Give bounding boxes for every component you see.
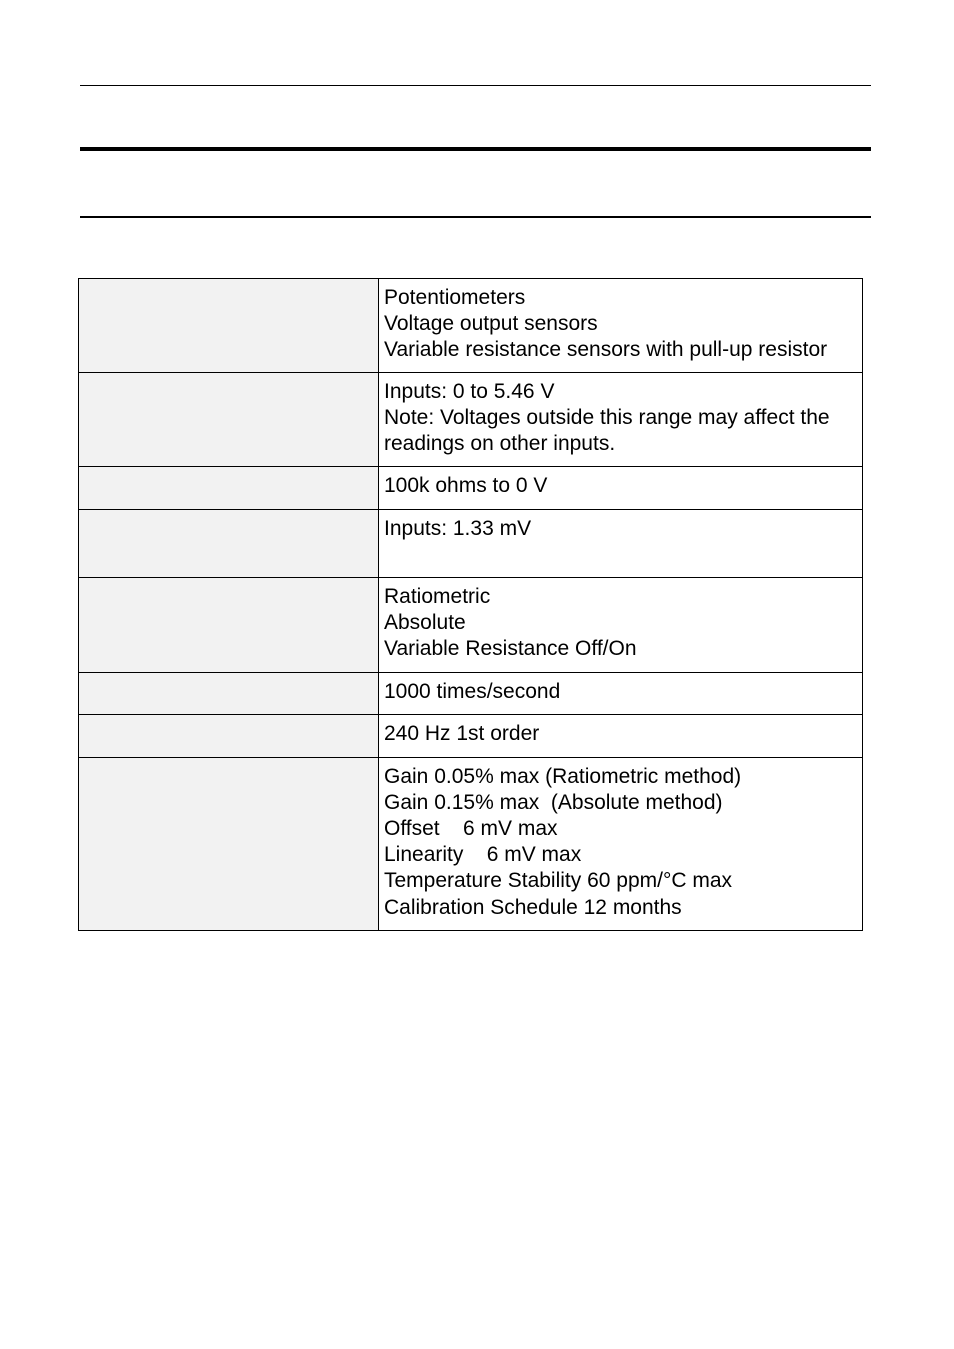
table-row xyxy=(79,577,863,672)
spec-label xyxy=(79,672,379,714)
spec-value xyxy=(379,714,863,757)
spec-value xyxy=(379,757,863,930)
spec-label xyxy=(79,577,379,672)
section-rule xyxy=(80,216,871,218)
spec-line: 100k ohms to 0 V xyxy=(384,473,548,497)
spec-line: Variable resistance sensors with pull-up resistor xyxy=(384,338,828,362)
spec-line: Calibration Schedule 12 months xyxy=(384,895,682,919)
table-row xyxy=(79,509,863,577)
table-row xyxy=(79,279,863,373)
spec-label xyxy=(79,714,379,757)
table-row xyxy=(79,757,863,930)
table-row xyxy=(79,714,863,757)
spec-value xyxy=(379,672,863,714)
spec-line: Gain 0.05% max (Ratiometric method) xyxy=(384,764,742,788)
spec-value xyxy=(379,279,863,373)
spec-line: Voltage output sensors xyxy=(384,312,598,336)
spec-label xyxy=(79,757,379,930)
spec-line: Ratiometric xyxy=(384,584,491,608)
table-row xyxy=(79,672,863,714)
spec-value xyxy=(379,577,863,672)
header-rule xyxy=(80,85,871,86)
spec-label xyxy=(79,466,379,509)
spec-label xyxy=(79,372,379,466)
spec-label xyxy=(79,279,379,373)
section-heavy-rule xyxy=(80,147,871,151)
spec-line: Note: Voltages outside this range may affect the readings on other inputs. xyxy=(384,405,836,456)
spec-line: Inputs: 0 to 5.46 V xyxy=(384,379,555,403)
spec-value xyxy=(379,372,863,466)
spec-line: 240 Hz 1st order xyxy=(384,721,540,745)
spec-line: Linearity 6 mV max xyxy=(384,843,582,867)
spec-value xyxy=(379,466,863,509)
table-row xyxy=(79,372,863,466)
table-row xyxy=(79,466,863,509)
spec-label xyxy=(79,509,379,577)
spec-line: Absolute xyxy=(384,610,466,634)
spec-line: Offset 6 mV max xyxy=(384,817,558,841)
spec-line: Variable Resistance Off/On xyxy=(384,637,637,661)
spec-line: 1000 times/second xyxy=(384,679,561,703)
spec-line: Temperature Stability 60 ppm/°C max xyxy=(384,869,733,893)
spec-line: Potentiometers xyxy=(384,286,526,309)
spec-line: Inputs: 1.33 mV xyxy=(384,516,532,540)
specifications-table xyxy=(78,278,863,931)
spec-line: Gain 0.15% max (Absolute method) xyxy=(384,790,723,814)
spec-value xyxy=(379,509,863,577)
